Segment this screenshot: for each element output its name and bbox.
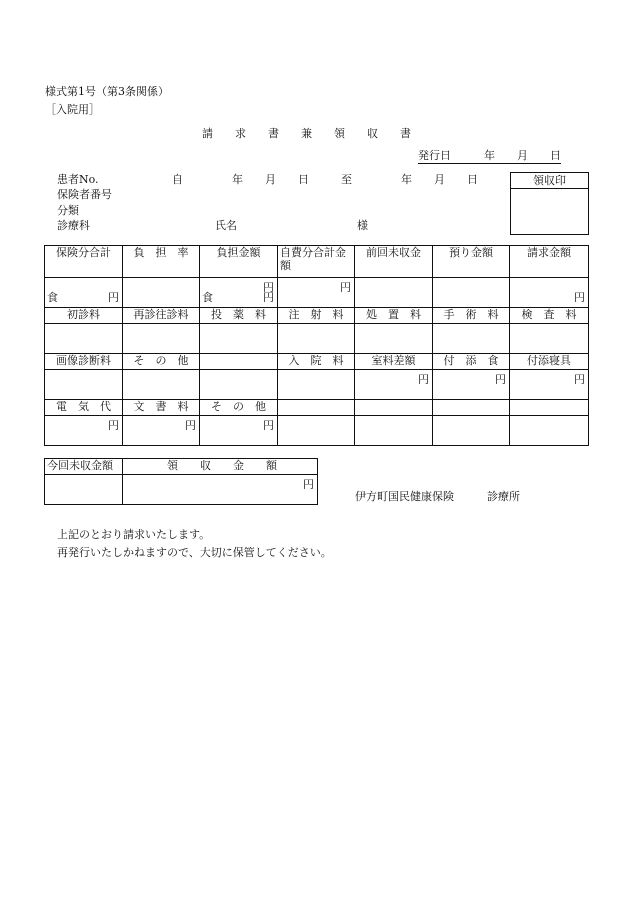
- header-self-pay-total: 自費分合計金額: [278, 246, 355, 278]
- yen-unit: 円: [263, 419, 274, 432]
- note-billing: 上記のとおり請求いたします。: [57, 528, 211, 541]
- value-cell: [200, 370, 278, 400]
- note-reissue: 再発行いたしかねますので、大切に保管してください。: [57, 546, 332, 559]
- form-type: ［入院用］: [45, 103, 100, 116]
- yen-unit: 円: [418, 373, 429, 386]
- receipt-stamp-box: [510, 172, 589, 235]
- label-empty: [278, 400, 355, 416]
- yen-unit: 円: [303, 478, 314, 491]
- label-electricity: 電 気 代: [45, 400, 123, 416]
- electricity-value: [45, 416, 123, 446]
- header-previous-unpaid: 前回未収金: [355, 246, 433, 278]
- value-cell: [433, 324, 510, 354]
- value-cell: [510, 416, 589, 446]
- header-burden-rate: 負 担 率: [123, 246, 200, 278]
- label-initial-consult: 初診料: [45, 308, 123, 324]
- room-difference-value: [355, 370, 433, 400]
- header-insurance-total: 保険分合計: [45, 246, 123, 278]
- value-cell: [355, 416, 433, 446]
- patient-no-label: 患者No.: [57, 173, 99, 186]
- label-empty: [510, 400, 589, 416]
- label-attendant-meal: 付 添 食: [433, 354, 510, 370]
- meal-label: 食: [202, 291, 213, 304]
- label-attendant-bedding: 付添寝具: [510, 354, 589, 370]
- value-cell: [510, 324, 589, 354]
- receipt-table: [44, 458, 318, 505]
- value-cell: [123, 370, 200, 400]
- attendant-meal-value: [433, 370, 510, 400]
- yen-unit: 円: [263, 291, 274, 304]
- value-cell: [278, 416, 355, 446]
- label-empty: [355, 400, 433, 416]
- label-other: そ の 他: [123, 354, 200, 370]
- label-revisit: 再診往診料: [123, 308, 200, 324]
- receipt-header-row: [45, 459, 318, 475]
- received-amount-cell: [123, 475, 318, 505]
- billed-amount-cell: [510, 278, 589, 308]
- facility-name: 伊方町国民健康保険 診療所: [355, 490, 520, 503]
- honorific: 様: [357, 219, 368, 232]
- label-document: 文 書 料: [123, 400, 200, 416]
- yen-unit: 円: [340, 281, 351, 294]
- label-empty: [433, 400, 510, 416]
- department-label: 診療科: [57, 219, 90, 232]
- value-cell: [123, 324, 200, 354]
- label-hospitalization: 入 院 料: [278, 354, 355, 370]
- fee-value-row-1: [45, 324, 589, 354]
- yen-unit: 円: [574, 291, 585, 304]
- document-title: 請 求 書 兼 領 収 書: [202, 127, 411, 140]
- category-label: 分類: [57, 204, 79, 217]
- amount-row: [45, 278, 589, 308]
- unpaid-amount-label: 今回未収金額: [45, 459, 123, 475]
- burden-amount-cell: [200, 278, 278, 308]
- label-room-difference: 室料差額: [355, 354, 433, 370]
- fee-label-row-3: [45, 400, 589, 416]
- yen-unit: 円: [495, 373, 506, 386]
- label-other-2: そ の 他: [200, 400, 278, 416]
- header-billed-amount: 請求金額: [510, 246, 589, 278]
- yen-unit: 円: [108, 419, 119, 432]
- header-burden-amount: 負担金額: [200, 246, 278, 278]
- label-examination: 検 査 料: [510, 308, 589, 324]
- deposit-cell: [433, 278, 510, 308]
- yen-unit: 円: [263, 281, 274, 294]
- self-pay-total-cell: [278, 278, 355, 308]
- attendant-bedding-value: [510, 370, 589, 400]
- fee-value-row-3: [45, 416, 589, 446]
- to-label: 至: [341, 173, 352, 186]
- value-cell: [278, 324, 355, 354]
- value-cell: [355, 324, 433, 354]
- label-empty: [200, 354, 278, 370]
- value-cell: [278, 370, 355, 400]
- fee-label-row-1: [45, 308, 589, 324]
- label-procedure: 処 置 料: [355, 308, 433, 324]
- name-label: 氏名: [215, 219, 237, 232]
- label-surgery: 手 術 料: [433, 308, 510, 324]
- fee-label-row-2: [45, 354, 589, 370]
- yen-unit: 円: [574, 373, 585, 386]
- issue-date: 発行日 年 月 日: [418, 149, 561, 162]
- header-deposit: 預り金額: [433, 246, 510, 278]
- burden-rate-cell: [123, 278, 200, 308]
- fee-value-row-2: [45, 370, 589, 400]
- insurance-total-cell: [45, 278, 123, 308]
- to-date: 年 月 日: [401, 173, 478, 186]
- other-2-value: [200, 416, 278, 446]
- header-row: [45, 246, 589, 278]
- label-imaging: 画像診断料: [45, 354, 123, 370]
- receipt-stamp-label: 領収印: [511, 173, 588, 189]
- received-amount-label: 領 収 金 額: [123, 459, 318, 475]
- label-injection: 注 射 料: [278, 308, 355, 324]
- value-cell: [45, 370, 123, 400]
- previous-unpaid-cell: [355, 278, 433, 308]
- yen-unit: 円: [185, 419, 196, 432]
- document-value: [123, 416, 200, 446]
- yen-unit: 円: [108, 291, 119, 304]
- from-date: 年 月 日: [232, 173, 309, 186]
- billing-table: [44, 245, 589, 446]
- insurer-number-label: 保険者番号: [57, 188, 112, 201]
- value-cell: [433, 416, 510, 446]
- receipt-value-row: [45, 475, 318, 505]
- from-label: 自: [172, 173, 183, 186]
- value-cell: [45, 324, 123, 354]
- unpaid-amount-cell: [45, 475, 123, 505]
- form-id: 様式第1号（第3条関係）: [45, 85, 169, 98]
- value-cell: [200, 324, 278, 354]
- meal-label: 食: [47, 291, 58, 304]
- label-medication: 投 薬 料: [200, 308, 278, 324]
